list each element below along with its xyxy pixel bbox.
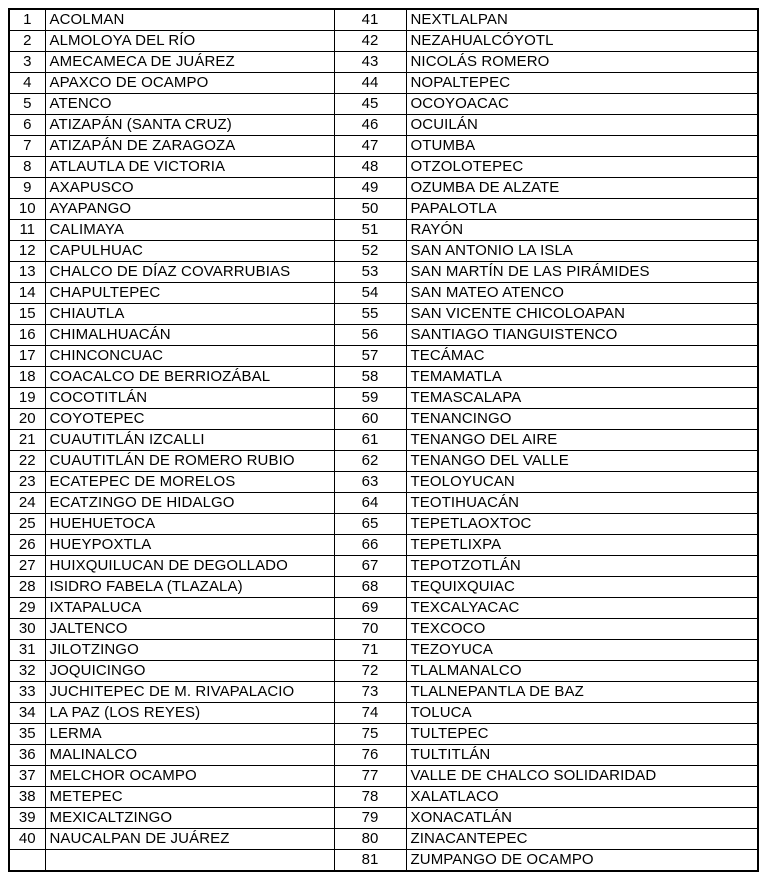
municipality-number: 5 (9, 94, 45, 115)
municipality-name: PAPALOTLA (406, 199, 758, 220)
municipality-number: 43 (334, 52, 406, 73)
municipality-name: SANTIAGO TIANGUISTENCO (406, 325, 758, 346)
municipality-name: JOQUICINGO (45, 661, 334, 682)
municipality-number: 25 (9, 514, 45, 535)
municipality-number: 47 (334, 136, 406, 157)
municipality-name: ZINACANTEPEC (406, 829, 758, 850)
table-row (9, 787, 758, 808)
municipality-name: LERMA (45, 724, 334, 745)
municipality-number: 14 (9, 283, 45, 304)
municipality-number: 61 (334, 430, 406, 451)
table-row (9, 241, 758, 262)
table-row (9, 703, 758, 724)
municipality-number: 34 (9, 703, 45, 724)
municipality-name: TEXCALYACAC (406, 598, 758, 619)
municipality-number: 6 (9, 115, 45, 136)
municipality-name: CHIMALHUACÁN (45, 325, 334, 346)
municipality-number: 48 (334, 157, 406, 178)
table-row (9, 136, 758, 157)
municipality-number: 72 (334, 661, 406, 682)
municipality-name: SAN MARTÍN DE LAS PIRÁMIDES (406, 262, 758, 283)
municipality-number: 37 (9, 766, 45, 787)
municipality-number: 21 (9, 430, 45, 451)
municipality-number: 75 (334, 724, 406, 745)
table-row (9, 535, 758, 556)
municipality-name: TEMASCALAPA (406, 388, 758, 409)
municipality-name: MEXICALTZINGO (45, 808, 334, 829)
municipality-name: JALTENCO (45, 619, 334, 640)
municipality-name: ECATEPEC DE MORELOS (45, 472, 334, 493)
municipality-name: CHIAUTLA (45, 304, 334, 325)
municipality-name: LA PAZ (LOS REYES) (45, 703, 334, 724)
municipality-name: APAXCO DE OCAMPO (45, 73, 334, 94)
municipality-name: NEXTLALPAN (406, 9, 758, 31)
municipality-name: AXAPUSCO (45, 178, 334, 199)
municipality-number: 13 (9, 262, 45, 283)
table-row (9, 346, 758, 367)
municipality-name: CHINCONCUAC (45, 346, 334, 367)
municipality-number: 10 (9, 199, 45, 220)
municipality-number: 9 (9, 178, 45, 199)
municipality-number: 50 (334, 199, 406, 220)
municipality-name: COYOTEPEC (45, 409, 334, 430)
municipality-number: 27 (9, 556, 45, 577)
municipality-name: SAN ANTONIO LA ISLA (406, 241, 758, 262)
municipality-name: HUIXQUILUCAN DE DEGOLLADO (45, 556, 334, 577)
municipality-name: CUAUTITLÁN IZCALLI (45, 430, 334, 451)
municipality-number: 45 (334, 94, 406, 115)
municipality-number: 76 (334, 745, 406, 766)
municipality-name: IXTAPALUCA (45, 598, 334, 619)
table-row (9, 220, 758, 241)
municipality-name: HUEHUETOCA (45, 514, 334, 535)
municipality-number: 31 (9, 640, 45, 661)
municipality-number: 73 (334, 682, 406, 703)
table-row (9, 598, 758, 619)
table-row (9, 472, 758, 493)
municipality-name: CUAUTITLÁN DE ROMERO RUBIO (45, 451, 334, 472)
table-row (9, 9, 758, 31)
municipality-number: 18 (9, 367, 45, 388)
municipality-number: 22 (9, 451, 45, 472)
municipality-name: OTUMBA (406, 136, 758, 157)
table-row (9, 430, 758, 451)
table-row (9, 262, 758, 283)
municipality-name: OCOYOACAC (406, 94, 758, 115)
municipality-number: 44 (334, 73, 406, 94)
municipality-name: ALMOLOYA DEL RÍO (45, 31, 334, 52)
municipality-name: ATLAUTLA DE VICTORIA (45, 157, 334, 178)
municipality-name: TEPETLAOXTOC (406, 514, 758, 535)
municipality-number: 11 (9, 220, 45, 241)
municipality-name: XALATLACO (406, 787, 758, 808)
table-row (9, 157, 758, 178)
municipality-number: 64 (334, 493, 406, 514)
municipality-number: 62 (334, 451, 406, 472)
table-body (9, 9, 758, 871)
municipality-name: ZUMPANGO DE OCAMPO (406, 850, 758, 872)
municipality-name: OTZOLOTEPEC (406, 157, 758, 178)
municipality-number: 23 (9, 472, 45, 493)
municipality-number (9, 850, 45, 872)
municipality-number: 4 (9, 73, 45, 94)
municipality-name: TULTEPEC (406, 724, 758, 745)
table-row (9, 619, 758, 640)
municipalities-table (8, 8, 759, 872)
municipality-name: TEZOYUCA (406, 640, 758, 661)
municipality-number: 52 (334, 241, 406, 262)
municipality-name: NICOLÁS ROMERO (406, 52, 758, 73)
municipality-name: VALLE DE CHALCO SOLIDARIDAD (406, 766, 758, 787)
municipality-name: OCUILÁN (406, 115, 758, 136)
municipality-number: 28 (9, 577, 45, 598)
municipality-number: 16 (9, 325, 45, 346)
municipality-number: 71 (334, 640, 406, 661)
municipality-number: 78 (334, 787, 406, 808)
municipality-number: 55 (334, 304, 406, 325)
table-row (9, 724, 758, 745)
table-row (9, 661, 758, 682)
municipality-number: 67 (334, 556, 406, 577)
municipality-name: METEPEC (45, 787, 334, 808)
municipality-number: 33 (9, 682, 45, 703)
municipality-name: TEMAMATLA (406, 367, 758, 388)
municipality-number: 3 (9, 52, 45, 73)
municipality-name: XONACATLÁN (406, 808, 758, 829)
municipality-number: 80 (334, 829, 406, 850)
municipality-name: NAUCALPAN DE JUÁREZ (45, 829, 334, 850)
table-row (9, 451, 758, 472)
municipality-number: 12 (9, 241, 45, 262)
municipality-name: HUEYPOXTLA (45, 535, 334, 556)
table-row (9, 325, 758, 346)
table-row (9, 514, 758, 535)
municipality-name: ACOLMAN (45, 9, 334, 31)
municipality-number: 56 (334, 325, 406, 346)
municipality-number: 30 (9, 619, 45, 640)
table-row (9, 304, 758, 325)
table-row (9, 493, 758, 514)
municipality-name: TEOLOYUCAN (406, 472, 758, 493)
municipality-name: TENANGO DEL AIRE (406, 430, 758, 451)
municipality-number: 54 (334, 283, 406, 304)
municipality-number: 65 (334, 514, 406, 535)
municipality-number: 60 (334, 409, 406, 430)
municipality-name: TLALMANALCO (406, 661, 758, 682)
municipality-name: ISIDRO FABELA (TLAZALA) (45, 577, 334, 598)
municipality-name: COACALCO DE BERRIOZÁBAL (45, 367, 334, 388)
municipality-number: 59 (334, 388, 406, 409)
municipality-number: 2 (9, 31, 45, 52)
municipality-number: 26 (9, 535, 45, 556)
municipality-name: CHAPULTEPEC (45, 283, 334, 304)
table-row (9, 283, 758, 304)
municipality-name: ATIZAPÁN (SANTA CRUZ) (45, 115, 334, 136)
municipality-name (45, 850, 334, 872)
municipality-number: 53 (334, 262, 406, 283)
municipality-number: 51 (334, 220, 406, 241)
municipality-name: AMECAMECA DE JUÁREZ (45, 52, 334, 73)
municipality-name: SAN VICENTE CHICOLOAPAN (406, 304, 758, 325)
municipality-number: 32 (9, 661, 45, 682)
table-row (9, 115, 758, 136)
table-row (9, 31, 758, 52)
municipality-name: ATIZAPÁN DE ZARAGOZA (45, 136, 334, 157)
municipality-name: TECÁMAC (406, 346, 758, 367)
municipality-number: 42 (334, 31, 406, 52)
municipality-name: ATENCO (45, 94, 334, 115)
municipality-name: TEOTIHUACÁN (406, 493, 758, 514)
table-row (9, 178, 758, 199)
table-row (9, 94, 758, 115)
municipality-name: CHALCO DE DÍAZ COVARRUBIAS (45, 262, 334, 283)
municipality-number: 41 (334, 9, 406, 31)
municipality-number: 19 (9, 388, 45, 409)
municipality-name: TOLUCA (406, 703, 758, 724)
municipality-number: 35 (9, 724, 45, 745)
municipality-name: ECATZINGO DE HIDALGO (45, 493, 334, 514)
municipality-number: 46 (334, 115, 406, 136)
table-row (9, 745, 758, 766)
table-row (9, 829, 758, 850)
municipality-number: 69 (334, 598, 406, 619)
municipality-number: 39 (9, 808, 45, 829)
municipality-number: 40 (9, 829, 45, 850)
municipality-name: TULTITLÁN (406, 745, 758, 766)
municipality-name: COCOTITLÁN (45, 388, 334, 409)
municipality-name: TLALNEPANTLA DE BAZ (406, 682, 758, 703)
table-row (9, 577, 758, 598)
municipality-number: 74 (334, 703, 406, 724)
table-row (9, 199, 758, 220)
municipality-number: 58 (334, 367, 406, 388)
municipality-number: 7 (9, 136, 45, 157)
municipality-number: 38 (9, 787, 45, 808)
municipality-number: 36 (9, 745, 45, 766)
municipality-name: OZUMBA DE ALZATE (406, 178, 758, 199)
table-row (9, 367, 758, 388)
municipality-number: 70 (334, 619, 406, 640)
municipality-number: 24 (9, 493, 45, 514)
table-row (9, 73, 758, 94)
table-row (9, 850, 758, 872)
municipality-name: NEZAHUALCÓYOTL (406, 31, 758, 52)
municipality-name: AYAPANGO (45, 199, 334, 220)
table-row (9, 682, 758, 703)
municipality-number: 79 (334, 808, 406, 829)
table-row (9, 52, 758, 73)
municipality-name: TEXCOCO (406, 619, 758, 640)
table-row (9, 640, 758, 661)
municipality-number: 29 (9, 598, 45, 619)
municipality-number: 20 (9, 409, 45, 430)
table-row (9, 766, 758, 787)
municipality-number: 8 (9, 157, 45, 178)
municipality-number: 63 (334, 472, 406, 493)
table-row (9, 409, 758, 430)
municipality-name: JUCHITEPEC DE M. RIVAPALACIO (45, 682, 334, 703)
municipality-number: 66 (334, 535, 406, 556)
municipality-number: 15 (9, 304, 45, 325)
municipality-name: RAYÓN (406, 220, 758, 241)
municipality-name: CALIMAYA (45, 220, 334, 241)
municipality-number: 17 (9, 346, 45, 367)
municipality-name: MALINALCO (45, 745, 334, 766)
municipality-number: 68 (334, 577, 406, 598)
municipality-name: SAN MATEO ATENCO (406, 283, 758, 304)
table-row (9, 556, 758, 577)
municipality-name: CAPULHUAC (45, 241, 334, 262)
municipality-number: 77 (334, 766, 406, 787)
municipality-name: NOPALTEPEC (406, 73, 758, 94)
municipality-name: TEPETLIXPA (406, 535, 758, 556)
municipality-name: TENANGO DEL VALLE (406, 451, 758, 472)
table-row (9, 808, 758, 829)
municipality-number: 1 (9, 9, 45, 31)
municipality-name: TEPOTZOTLÁN (406, 556, 758, 577)
municipality-number: 49 (334, 178, 406, 199)
municipality-number: 81 (334, 850, 406, 872)
municipality-name: MELCHOR OCAMPO (45, 766, 334, 787)
municipality-name: JILOTZINGO (45, 640, 334, 661)
municipality-number: 57 (334, 346, 406, 367)
municipality-name: TENANCINGO (406, 409, 758, 430)
table-row (9, 388, 758, 409)
municipality-name: TEQUIXQUIAC (406, 577, 758, 598)
